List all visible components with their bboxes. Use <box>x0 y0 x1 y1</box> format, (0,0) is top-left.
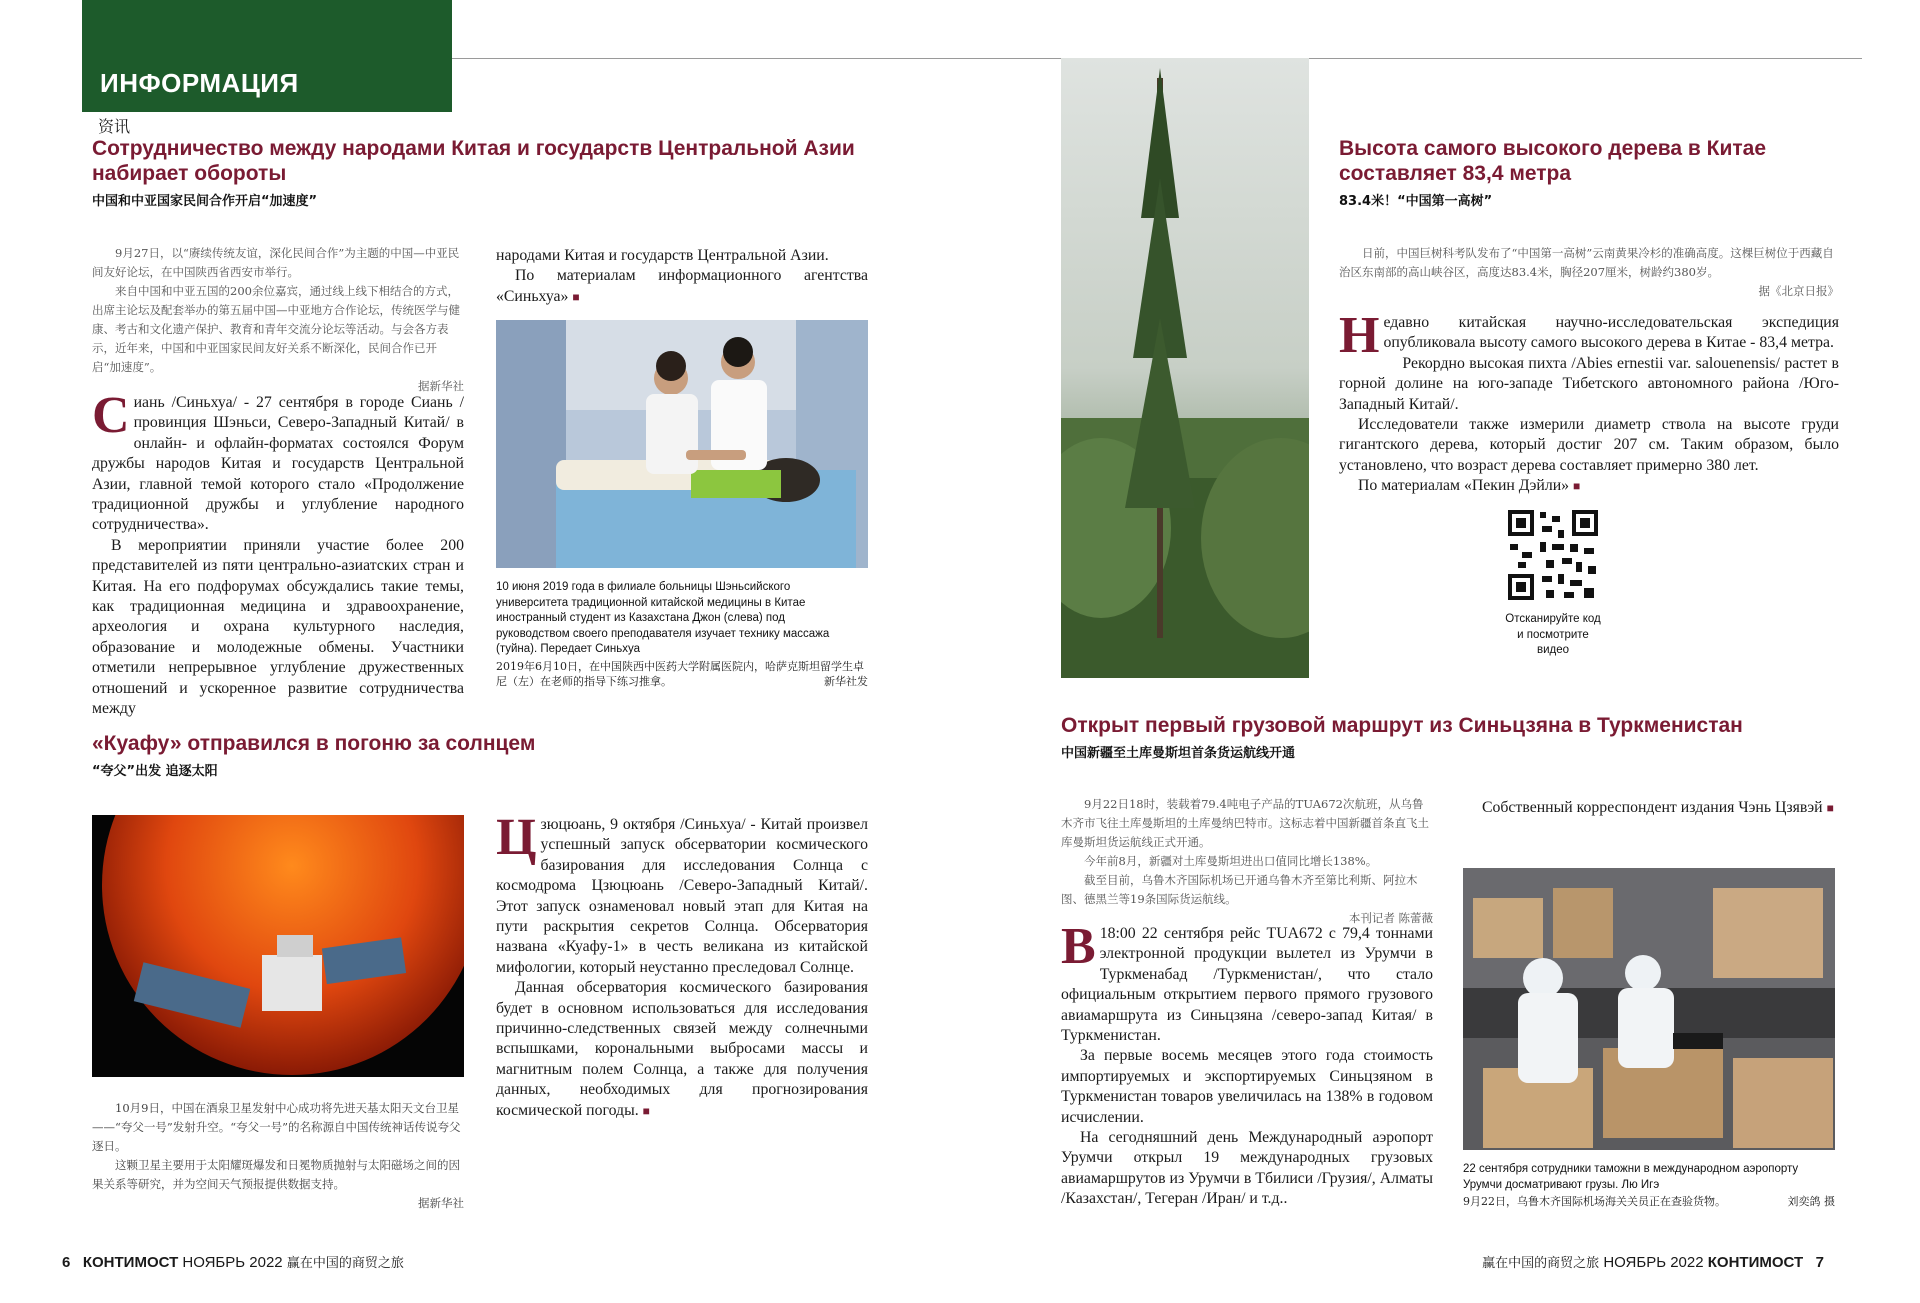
end-mark-icon: ■ <box>642 1103 650 1118</box>
zh-paragraph: 来自中国和中亚五国的200余位嘉宾，通过线上线下相结合的方式，出席主论坛及配套举办的第五届中国—中亚地方合作论坛，传统医学与健康、考古和文化遗产保护、教育和青年交流分论坛等活动。与会各方表示，近年来，中国和中亚国家民间友好关系不断深化，民间合作已开启“加速度”。 <box>92 284 460 374</box>
article4-title: Открыт первый грузовой маршрут из Синьцзяна в Туркменистан <box>1061 714 1743 737</box>
zh-paragraph: 10月9日，中国在酒泉卫星发射中心成功将先进天基太阳天文台卫星——“夸父一号”发射升空。“夸父一号”的名称源自中国传统神话传说夸父逐日。 <box>92 1101 461 1153</box>
paragraph-text: иань /Синьхуа/ - 27 сентября в городе Сиань /провинция Шэньси, Северо-Западный Китай/ в онлайн- и офлайн-форматах состоялся Форум дружбы народов Китая и государств Центральной Азии, главной темой которого стало «Продолжение традиционной дружбы и углубление народного сотрудничества». <box>92 394 464 534</box>
body-paragraph: В мероприятии приняли участие более 200 представителей из пяти центрально-азиатских стран и Китая. На его подфорумах обсуждались такие темы, как традиционная медицина и здравоохранение, археология и охрана культурного наследия, образование и молодежные обмены. Участники отметили непрерывное углубление дружественных отношений и ускоренное развитие сотрудничества между <box>92 536 464 718</box>
drop-cap: В <box>1061 918 1096 975</box>
body-paragraph <box>1463 798 1835 818</box>
paragraph-text: Данная обсерватория космического базирования будет в основном использоваться для исследования причинно-следственных связей между солнечными вспышками, корональными выбросами массы и магнитным полем Солнца, а также для получения данных, необходимых для прогнозирования космической погоды. <box>496 979 868 1119</box>
article4-photo-caption: 22 сентября сотрудники таможни в международном аэропорту Урумчи досматривают грузы. Лю Игэ <box>1463 1163 1799 1191</box>
customs-inspection-photo <box>1463 868 1835 1150</box>
qr-caption: Отсканируйте код и посмотрите видео <box>1505 613 1601 656</box>
section-subtitle-zh: 资讯 <box>98 117 131 136</box>
end-mark-icon: ■ <box>572 289 580 304</box>
photo-credit-zh: 刘奕鸽 摄 <box>1787 1195 1835 1208</box>
article3-body <box>1339 307 1839 497</box>
issue-right: НОЯБРЬ 2022 <box>1603 1254 1704 1271</box>
body-paragraph <box>1339 476 1839 496</box>
body-paragraph: Исследователи также измерили диаметр ствола на высоте груди гигантского дерева, который достиг 207 см. Таким образом, было установлено, что возраст дерева составляет примерно 380 лет. <box>1339 416 1839 474</box>
tagline-zh-left: 赢在中国的商贸之旅 <box>286 1256 404 1271</box>
article4-subtitle-zh: 中国新疆至土库曼斯坦首条货运航线开通 <box>1061 746 1296 761</box>
article1-photo-caption: 10 июня 2019 года в филиале больницы Шэньсийского университета традиционной китайской медицины в Китае иностранный студент из Казахстана Джон (слева) под руководством своего преподавателя изучает технику массажа (туйна). Передает Синьхуа <box>496 581 830 655</box>
paragraph-text: Собственный корреспондент издания Чэнь Цзявэй <box>1481 799 1823 816</box>
zh-source: 据新华社 <box>418 1196 464 1210</box>
paragraph-text: 18:00 22 сентября рейс TUA672 с 79,4 тоннами электронной продукции вылетел из Урумчи в Туркменабад /Туркменистан/, что стало официальным открытием первого прямого грузового авиамаршрута из Синьцзяна /северо-запад Китая/ в Туркменистан. <box>1061 925 1433 1045</box>
article2-zh-caption <box>92 1099 464 1213</box>
article2-subtitle-zh: “夸父”出发 追逐太阳 <box>92 764 218 779</box>
article4-body-continued <box>1463 798 1835 818</box>
drop-cap: Ц <box>496 809 537 866</box>
paragraph-text: зюцюань, 9 октября /Синьхуа/ - Китай произвел успешный запуск обсерватории космического базирования для исследования Солнца с космодрома Цзюцюань /Северо-Западный Китай/. Этот запуск ознаменовал новый этап для Китая на пути раскрытия секретов Солнца. Обсерватория названа «Куафу-1» в честь великана из китайской мифологии, который неустанно преследовал Солнце. <box>496 816 868 976</box>
zh-source: 据新华社 <box>418 379 464 393</box>
body-paragraph <box>496 978 868 1121</box>
footer-right <box>1482 1252 1824 1271</box>
body-paragraph: На сегодняшний день Международный аэропорт Урумчи открыл 19 международных грузовых авиамаршрутов из Урумчи в Тбилиси /Грузия/, Алматы /Казахстан/, Тегеран /Иран/ и т.д.. <box>1061 1129 1433 1208</box>
zh-paragraph: 9月22日18时，装载着79.4吨电子产品的TUA672次航班，从乌鲁木齐市飞往土库曼斯坦的土库曼纳巴特市。这标志着中国新疆首条直飞土库曼斯坦货运航线正式开通。 <box>1061 797 1429 849</box>
article1-body-continued <box>496 246 868 307</box>
article1-zh-intro <box>92 244 464 396</box>
zh-source: 据《北京日报》 <box>1758 284 1839 298</box>
tall-tree-photo <box>1061 58 1309 678</box>
article2-title: «Куафу» отправился в погоню за солнцем <box>92 732 536 755</box>
article1-photo-caption-zh <box>496 659 868 689</box>
end-mark-icon: ■ <box>1573 479 1581 494</box>
body-paragraph: Рекордно высокая пихта /Abies ernestii var. salouenensis/ растет в горной долине на юго-западе Тибетского автономного района /Юго-Западный Китай/. <box>1339 354 1839 413</box>
caption-zh-text: 9月22日，乌鲁木齐国际机场海关关员正在查验货物。 <box>1463 1195 1726 1208</box>
magazine-name-right: КОНТИМОСТ <box>1707 1254 1804 1271</box>
article4-photo-caption-zh <box>1463 1194 1835 1209</box>
body-paragraph <box>1339 307 1839 364</box>
section-title: ИНФОРМАЦИЯ <box>100 68 299 98</box>
article1-subtitle-zh: 中国和中亚国家民间合作开启“加速度” <box>92 194 318 209</box>
footer-left <box>62 1252 404 1271</box>
zh-paragraph: 9月27日，以“赓续传统友谊，深化民间合作”为主题的中国—中亚民间友好论坛，在中国陕西省西安市举行。 <box>92 246 460 279</box>
body-paragraph <box>496 266 868 307</box>
qr-code-icon[interactable] <box>1506 508 1600 602</box>
body-paragraph: За первые восемь месяцев этого года стоимость импортируемых и экспортируемых Синьцзяном в Туркменистан товаров увеличилась на 138% в годовом исчислении. <box>1061 1047 1433 1126</box>
drop-cap: Н <box>1339 307 1380 364</box>
article3-title: Высота самого высокого дерева в Китае составляет 83,4 метра <box>1339 137 1767 185</box>
zh-paragraph: 日前，中国巨树科考队发布了“中国第一高树”云南黄果冷杉的准确高度。这棵巨树位于西藏自治区东南部的高山峡谷区，高度达83.4米，胸径207厘米，树龄约380岁。 <box>1339 246 1834 279</box>
article3-subtitle-zh: 83.4米！“中国第一高树” <box>1339 194 1493 209</box>
paragraph-text: По материалам информационного агентства «Синьхуа» <box>496 267 868 305</box>
magazine-name-left: КОНТИМОСТ <box>82 1254 179 1271</box>
issue-left: НОЯБРЬ 2022 <box>182 1254 283 1271</box>
sun-satellite-photo <box>92 815 464 1077</box>
article4-zh-intro <box>1061 795 1433 928</box>
tagline-zh-right: 赢在中国的商贸之旅 <box>1482 1256 1600 1271</box>
zh-paragraph: 这颗卫星主要用于太阳耀斑爆发和日冕物质抛射与太阳磁场之间的因果关系等研究，并为空间天气预报提供数据支持。 <box>92 1158 460 1191</box>
body-paragraph: народами Китая и государств Центральной Азии. <box>496 247 829 264</box>
photo-credit-zh: 新华社发 <box>824 675 868 688</box>
article2-body <box>496 809 868 1121</box>
caption-zh-text: 2019年6月10日，在中国陕西中医药大学附属医院内，哈萨克斯坦留学生卓尼（左）在老师的指导下练习推拿。 <box>496 660 864 688</box>
page-number-right: 7 <box>1815 1254 1824 1271</box>
end-mark-icon: ■ <box>1826 801 1834 815</box>
body-paragraph <box>92 387 464 536</box>
article1-body <box>92 387 464 720</box>
body-paragraph <box>496 809 868 978</box>
paragraph-text: едавно китайская научно-исследовательская экспедиция опубликовала высоту самого высокого дерева в Китае - 83,4 метра. <box>1383 314 1839 352</box>
article1-title: Сотрудничество между народами Китая и государств Центральной Азии набирает обороты <box>92 137 855 185</box>
article3-zh-intro <box>1339 244 1839 301</box>
drop-cap: С <box>92 387 130 444</box>
paragraph-text: По материалам «Пекин Дэйли» <box>1357 477 1570 495</box>
zh-paragraph: 截至目前，乌鲁木齐国际机场已开通乌鲁木齐至第比利斯、阿拉木图、德黑兰等19条国际货运航线。 <box>1061 873 1418 906</box>
zh-paragraph: 今年前8月，新疆对土库曼斯坦进出口值同比增长138%。 <box>1084 854 1378 868</box>
zh-source: 本刊记者 陈蕾薇 <box>1348 911 1433 925</box>
page-number-left: 6 <box>62 1254 71 1271</box>
massage-photo <box>496 320 868 568</box>
